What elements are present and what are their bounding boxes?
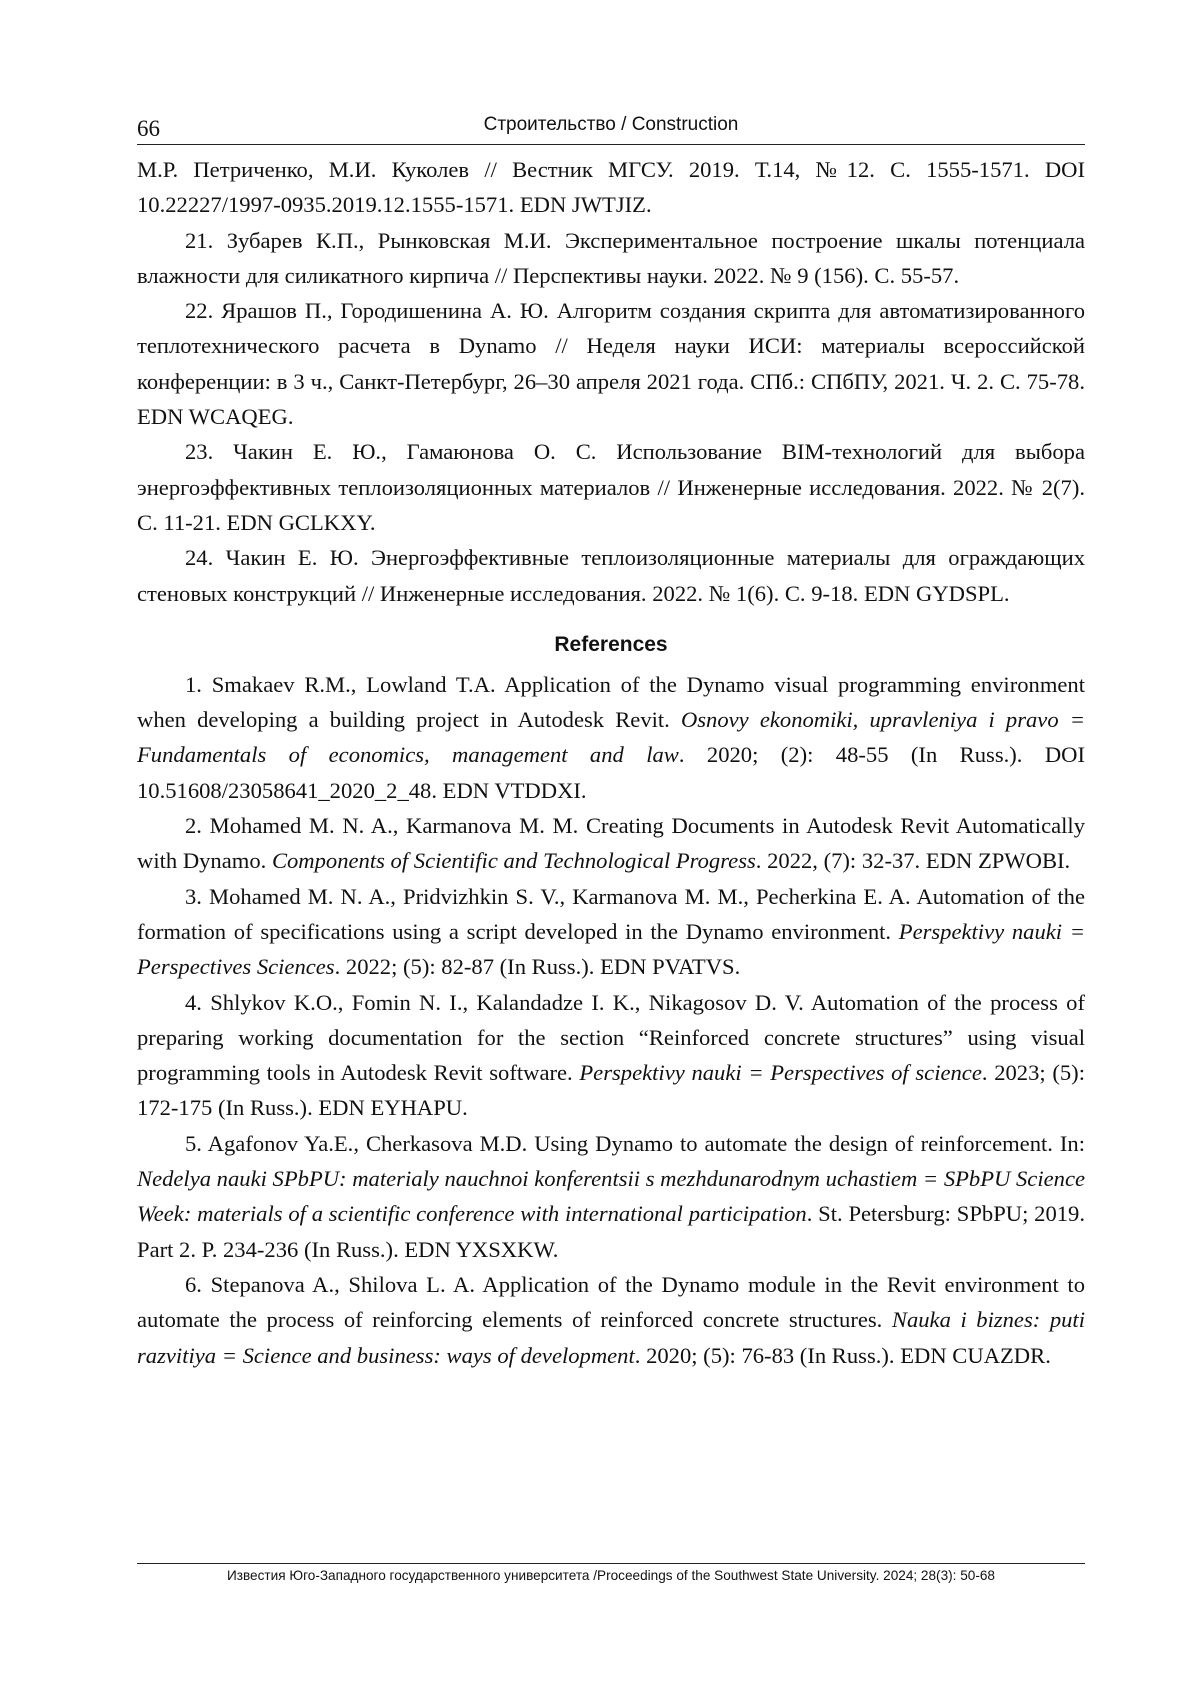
reference-en-6: [137, 1267, 1085, 1373]
reference-21: 21. Зубарев К.П., Рынковская М.И. Экспериментальное построение шкалы потенциала влажности для силикатного кирпича // Перспективы науки. 2022. № 9 (156). С. 55-57.: [137, 227, 1085, 288]
reference-en-3: [137, 879, 1085, 985]
reference-source: Perspektivy nauki = Perspectives Sciences: [137, 918, 1085, 980]
page: [137, 0, 1085, 1698]
running-head: Строительство / Construction: [483, 114, 739, 135]
reference-tail: . 2023; (5): 172-175 (In Russ.). EDN EYHAPU.: [137, 1060, 1085, 1121]
reference-source: Components of Scientific and Technological Progress: [271, 848, 756, 874]
reference-tail: . 2020; (5): 76-83 (In Russ.). EDN CUAZDR.: [634, 1342, 1051, 1368]
reference-24: 24. Чакин Е. Ю. Энергоэффективные теплоизоляционные материалы для ограждающих стеновых конструкций // Инженерные исследования. 2022. № 1(6). С. 9-18. EDN GYDSPL.: [137, 545, 1085, 606]
reference-lead: 6. Stepanova A., Shilova L. A. Application of the Dynamo module in the Revit environment to automate the process of reinforcing elements of reinforced concrete structures.: [137, 1271, 1085, 1333]
reference-lead: 1. Smakaev R.M., Lowland T.A. Application of the Dynamo visual programming environment when developing a building project in Autodesk Revit.: [137, 671, 1085, 733]
page-number: 66: [137, 116, 160, 141]
reference-lead: 5. Agafonov Ya.E., Cherkasova M.D. Using Dynamo to automate the design of reinforcement. In:: [185, 1130, 1085, 1156]
references-heading: References: [554, 632, 668, 656]
reference-en-5: [137, 1126, 1085, 1267]
reference-22: 22. Ярашов П., Городишенина А. Ю. Алгоритм создания скрипта для автоматизированного теплотехнического расчета в Dynamo // Неделя науки ИСИ: материалы всероссийской конференции: в 3 ч., Санкт-Петербург, 26–30 апреля 2021 года. СПб.: СПбПУ, 2021. Ч. 2. С. 75-78. EDN WCAQEG.: [137, 298, 1085, 430]
page-header: [137, 112, 1085, 145]
reference-tail: . St. Petersburg: SPbPU; 2019. Part 2. P. 234-236 (In Russ.). EDN YXSXKW.: [137, 1201, 1085, 1262]
reference-lead: 2. Mohamed M. N. A., Karmanova M. M. Creating Documents in Autodesk Revit Automatically with Dynamo.: [137, 813, 1085, 874]
reference-en-2: [137, 808, 1085, 879]
reference-23: 23. Чакин Е. Ю., Гамаюнова О. С. Использование BIM-технологий для выбора энергоэффективных теплоизоляционных материалов // Инженерные исследования. 2022. № 2(7). С. 11-21. EDN GCLKXY.: [137, 439, 1085, 535]
reference-tail: . 2022; (5): 82-87 (In Russ.). EDN PVATVS.: [334, 954, 741, 980]
reference-lead: 4. Shlykov K.O., Fomin N. I., Kalandadze I. K., Nikagosov D. V. Automation of the process of preparing working documentation for the section “Reinforced concrete structures” using visual programming tools in Autodesk Revit software.: [137, 989, 1085, 1086]
reference-tail: . 2022, (7): 32-37. EDN ZPWOBI.: [755, 848, 1071, 874]
page-body: [137, 152, 1085, 1373]
reference-20-continued: М.Р. Петриченко, М.И. Куколев // Вестник МГСУ. 2019. Т.14, №12. С. 1555-1571. DOI 10.22227/1997-0935.2019.12.1555-1571. EDN JWTJIZ.: [137, 157, 1085, 218]
reference-lead: 3. Mohamed M. N. A., Pridvizhkin S. V., Karmanova M. M., Pecherkina E. A. Automation of the formation of specifications using a script developed in the Dynamo environment.: [137, 883, 1085, 944]
reference-source: Osnovy ekonomiki, upravleniya i pravo = Fundamentals of economics, management and law: [137, 707, 1085, 768]
reference-en-4: [137, 985, 1085, 1126]
reference-tail: . 2020; (2): 48-55 (In Russ.). DOI 10.51608/23058641_2020_2_48. EDN VTDDXI.: [137, 742, 1085, 803]
reference-en-1: [137, 667, 1085, 808]
reference-source: Perspektivy nauki = Perspectives of science: [579, 1060, 982, 1086]
reference-source: Nauka i biznes: puti razvitiya = Science and business: ways of development: [137, 1307, 1085, 1368]
page-footer: Известия Юго-Западного государственного университета /Proceedings of the Southwest State University. 2024; 28(3): 50-68: [137, 1563, 1085, 1583]
reference-source: Nedelya nauki SPbPU: materialy nauchnoi konferentsii s mezhdunarodnym uchastiem = SPbPU Science Week: materials of a scientific conference with international participation: [137, 1166, 1085, 1227]
